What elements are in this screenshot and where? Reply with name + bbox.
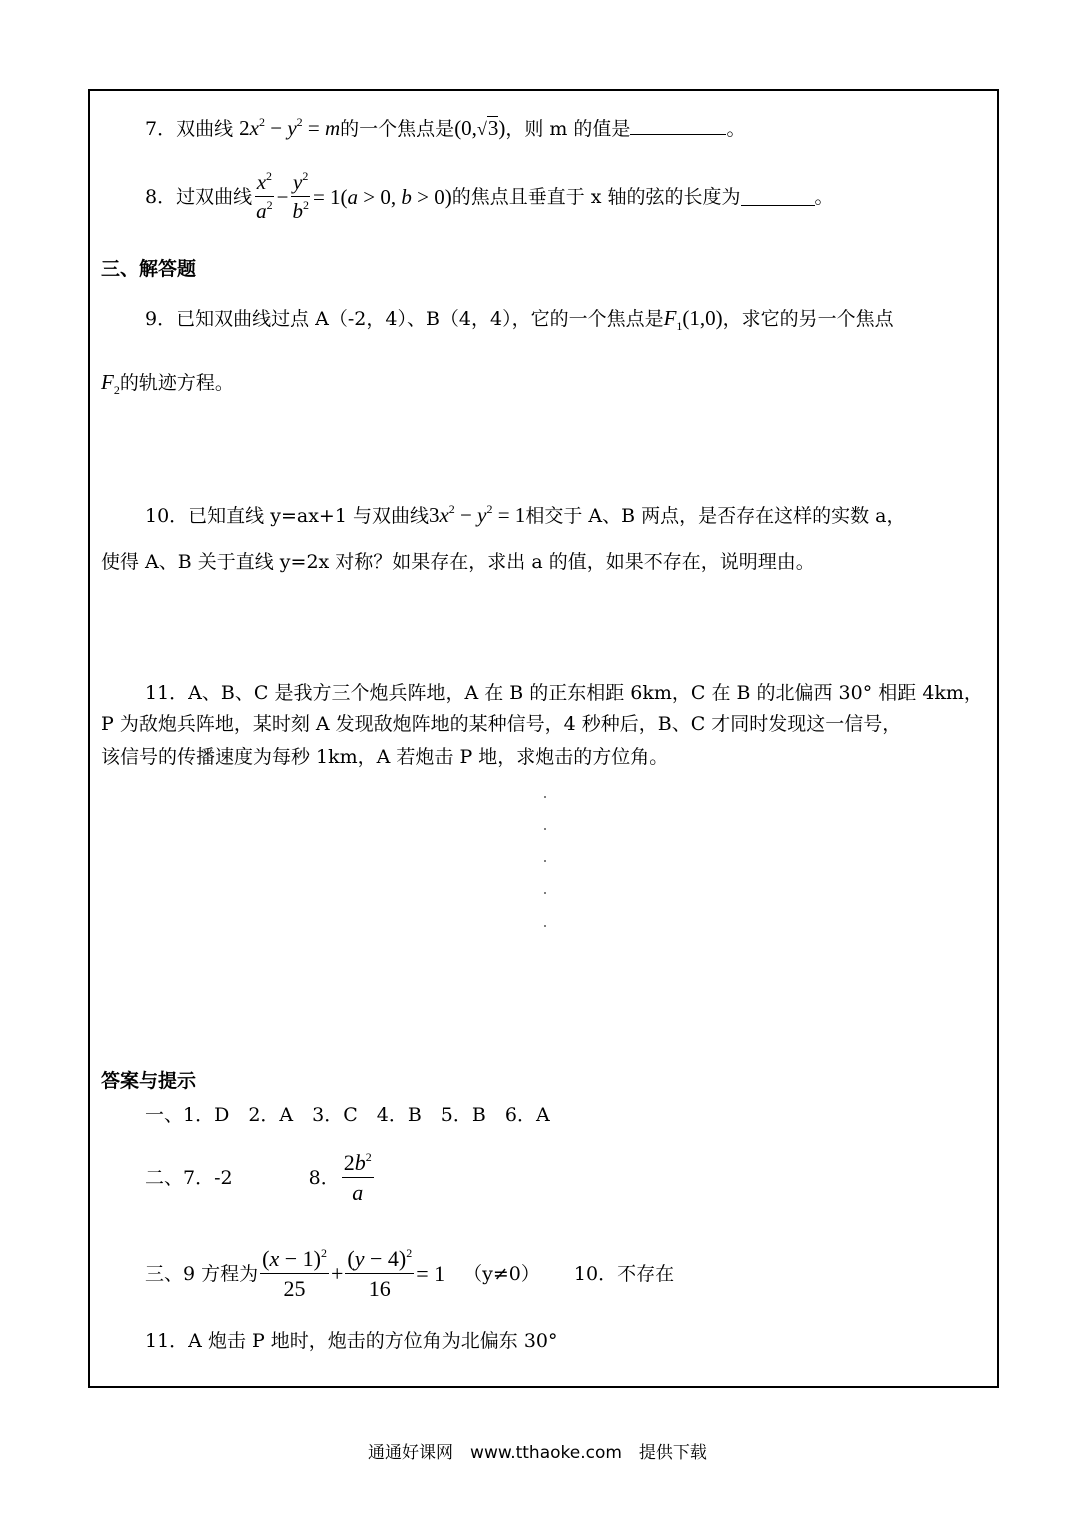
answers-part-2 (145, 1152, 376, 1204)
fraction-y-minus-4: $\frac{(y - 4)^2}{16}$ (347, 1246, 413, 1301)
formula-hyperbola: $2x^2 - y^2 = m$ (239, 115, 341, 140)
formula-focus-f2: $F_2$ (101, 370, 120, 397)
question-9-line-2 (101, 370, 234, 397)
answers-part-3 (145, 1248, 674, 1300)
formula-hyperbola: $3x^2 - y^2 = 1$ (428, 502, 526, 527)
question-10-line-1 (145, 502, 906, 527)
answer-text: 10．不存在 (573, 1262, 675, 1285)
formula-tail: = 1(a > 0, b > 0) (312, 184, 452, 209)
answers-part-3-q11: 11．A 炮击 P 地时，炮击的方位角为北偏东 30° (145, 1330, 558, 1352)
answer-text: 三、9 方程为 (145, 1262, 259, 1285)
question-text: 相交于 A、B 两点，是否存在这样的实数 a， (525, 505, 906, 527)
question-text: 10．已知直线 y=ax+1 与双曲线 (145, 505, 429, 527)
decorative-dot (544, 860, 546, 862)
question-11-line-1: 11．A、B、C 是我方三个炮兵阵地，A 在 B 的正东相距 6km，C 在 B 的北偏西 30° 相距 4km， (145, 682, 983, 704)
formula-focus: (0,√3) (454, 116, 506, 140)
question-11-line-2: P 为敌炮兵阵地，某时刻 A 发现敌炮阵地的某种信号，4 秒种后，B、C 才同时发现这一信号， (101, 713, 902, 735)
answer-blank[interactable] (741, 189, 815, 206)
answer-blank[interactable] (630, 118, 726, 135)
question-number: 8． (145, 185, 177, 208)
question-number: 7． (145, 118, 177, 140)
fraction-y2-b2: $\frac{y^2}{b^2}$ (292, 169, 309, 223)
footer-credit: 通通好课网 www.tthaoke.com 提供下载 (368, 1443, 707, 1463)
plus-sign: + (330, 1261, 344, 1286)
question-11-line-3: 该信号的传播速度为每秒 1km，A 若炮击 P 地，求炮击的方位角。 (101, 746, 669, 768)
question-text: 。 (814, 185, 834, 208)
question-7 (145, 116, 745, 140)
decorative-dot (544, 828, 546, 830)
question-9-line-1 (145, 306, 894, 333)
question-text: ，则 m 的值是 (505, 118, 631, 140)
answers-part-1: 一、1．D 2．A 3．C 4．B 5．B 6．A (145, 1104, 550, 1126)
decorative-dot (544, 892, 546, 894)
answers-heading: 答案与提示 (101, 1070, 197, 1092)
question-8 (145, 169, 834, 223)
answer-text: 8． (308, 1166, 340, 1189)
question-text: 。 (726, 118, 746, 140)
fraction-x-minus-1: $\frac{(x - 1)^2}{25}$ (262, 1246, 327, 1301)
equals-one: = 1 (416, 1261, 446, 1286)
answer-condition: （y≠0） (463, 1262, 540, 1285)
answer-text: 二、7．-2 (145, 1166, 233, 1189)
minus-sign: − (276, 184, 289, 209)
question-10-line-2: 使得 A、B 关于直线 y=2x 对称？如果存在，求出 a 的值，如果不存在，说明理由。 (101, 551, 815, 573)
question-text: 双曲线 (176, 118, 234, 140)
question-text: 过双曲线 (176, 185, 253, 208)
question-text: ，求它的另一个焦点 (722, 308, 894, 330)
question-text: 9．已知双曲线过点 A（-2，4）、B（4，4），它的一个焦点是 (145, 308, 664, 330)
formula-focus-f1: $F_1(1,0)$ (663, 306, 723, 333)
section-heading: 三、解答题 (101, 258, 197, 280)
fraction-2b2-a: $\frac{2b^2}{a}$ (343, 1150, 372, 1205)
question-text: 的一个焦点是 (340, 118, 455, 140)
question-text: 的焦点且垂直于 x 轴的弦的长度为 (451, 185, 741, 208)
decorative-dot (544, 796, 546, 798)
question-text: 的轨迹方程。 (119, 372, 234, 394)
fraction-x2-a2: $\frac{x^2}{a^2}$ (256, 169, 273, 223)
decorative-dot (544, 925, 546, 927)
